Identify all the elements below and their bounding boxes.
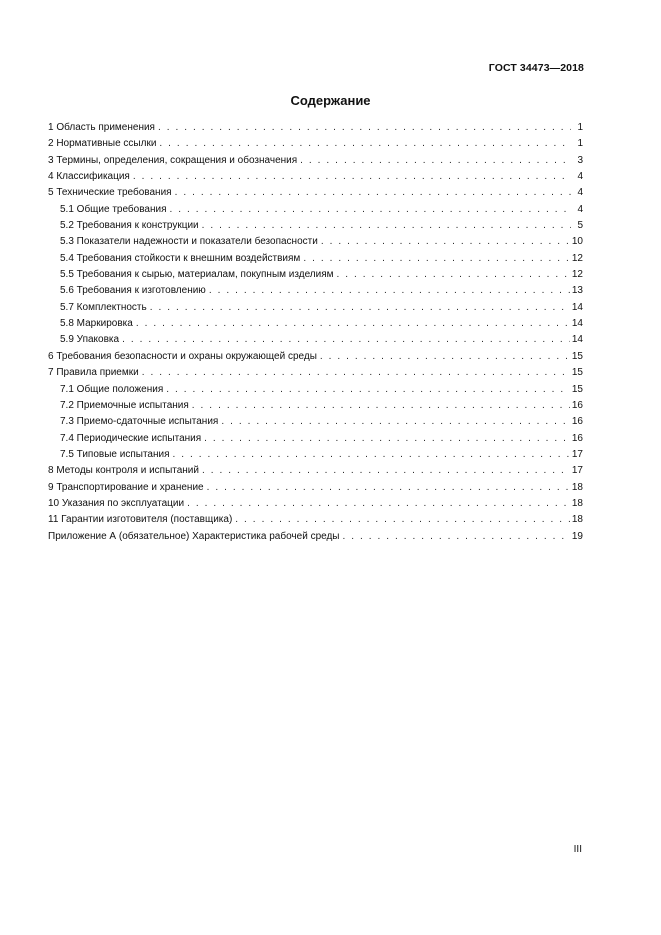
toc-subentry[interactable] bbox=[48, 382, 583, 398]
toc-subentry[interactable] bbox=[48, 234, 583, 250]
toc-entry[interactable] bbox=[48, 120, 583, 136]
dot-leader bbox=[158, 120, 571, 136]
toc-entry-page: 5 bbox=[577, 220, 583, 232]
toc-title: Содержание bbox=[290, 93, 371, 108]
dot-leader bbox=[133, 169, 571, 185]
toc-subentry[interactable] bbox=[48, 300, 583, 316]
toc-entry-page: 1 bbox=[577, 122, 583, 133]
dot-leader bbox=[207, 480, 570, 496]
toc-entry-page: 18 bbox=[571, 497, 583, 509]
toc-entry[interactable] bbox=[48, 480, 583, 496]
dot-leader bbox=[320, 349, 570, 365]
dot-leader bbox=[173, 447, 570, 463]
dot-leader bbox=[170, 202, 571, 218]
document-code: ГОСТ 34473—2018 bbox=[488, 62, 584, 74]
dot-leader bbox=[209, 283, 570, 299]
toc-entry-label: 10 Указания по эксплуатации bbox=[48, 497, 185, 509]
toc-entry[interactable] bbox=[48, 169, 583, 185]
toc-entry-label: 7.1 Общие положения bbox=[60, 383, 164, 395]
dot-leader bbox=[221, 414, 570, 430]
toc-entry-label: 5 Технические требования bbox=[48, 187, 172, 199]
toc-entry[interactable] bbox=[48, 512, 583, 528]
dot-leader bbox=[202, 463, 570, 479]
toc-entry-label: 7.5 Типовые испытания bbox=[60, 448, 170, 460]
dot-leader bbox=[343, 529, 570, 545]
toc-entry-label: 9 Транспортирование и хранение bbox=[48, 481, 204, 493]
toc-entry-label: 2 Нормативные ссылки bbox=[48, 138, 157, 150]
toc-subentry[interactable] bbox=[48, 447, 583, 463]
toc-entry-page: 14 bbox=[571, 301, 583, 313]
toc-subentry[interactable] bbox=[48, 332, 583, 348]
toc-entry-page: 13 bbox=[571, 285, 583, 297]
dot-leader bbox=[303, 251, 570, 267]
dot-leader bbox=[337, 267, 570, 283]
toc-entry-page: 17 bbox=[571, 448, 583, 460]
toc-entry-label: 5.3 Показатели надежности и показатели безопасности bbox=[60, 236, 318, 248]
dot-leader bbox=[159, 136, 571, 152]
dot-leader bbox=[142, 365, 570, 381]
toc-entry-label: 5.9 Упаковка bbox=[60, 334, 120, 346]
toc-entry-page: 3 bbox=[577, 154, 583, 166]
toc-entry-page: 12 bbox=[571, 269, 583, 281]
toc-entry-page: 4 bbox=[577, 187, 583, 199]
toc-entry-label: 5.4 Требования стойкости к внешним воздействиям bbox=[60, 252, 301, 264]
dot-leader bbox=[122, 332, 570, 348]
dot-leader bbox=[136, 316, 570, 332]
table-of-contents bbox=[48, 120, 583, 545]
toc-entry-page: 16 bbox=[571, 416, 583, 428]
toc-entry-page: 17 bbox=[571, 465, 583, 477]
toc-entry-label: 5.8 Маркировка bbox=[60, 318, 133, 330]
toc-entry-page: 18 bbox=[571, 514, 583, 526]
toc-entry[interactable] bbox=[48, 529, 583, 545]
page-number: III bbox=[573, 844, 582, 855]
toc-entry-page: 15 bbox=[571, 350, 583, 362]
toc-entry-page: 4 bbox=[577, 203, 583, 215]
toc-entry-page: 14 bbox=[571, 334, 583, 346]
toc-subentry[interactable] bbox=[48, 283, 583, 299]
toc-entry-label: 6 Требования безопасности и охраны окружающей среды bbox=[48, 350, 317, 362]
toc-entry-label: 5.1 Общие требования bbox=[60, 203, 167, 215]
dot-leader bbox=[202, 218, 571, 234]
toc-entry-page: 16 bbox=[571, 399, 583, 411]
toc-entry-page: 12 bbox=[571, 252, 583, 264]
toc-subentry[interactable] bbox=[48, 202, 583, 218]
toc-entry[interactable] bbox=[48, 365, 583, 381]
toc-entry-label: 7 Правила приемки bbox=[48, 367, 139, 379]
toc-entry-page: 19 bbox=[571, 530, 583, 542]
dot-leader bbox=[204, 431, 570, 447]
dot-leader bbox=[321, 234, 570, 250]
toc-entry-label: 7.3 Приемо-сдаточные испытания bbox=[60, 416, 219, 428]
toc-entry-label: 4 Классификация bbox=[48, 171, 130, 183]
toc-entry-label: 11 Гарантии изготовителя (поставщика) bbox=[48, 514, 233, 526]
toc-entry-label: 5.6 Требования к изготовлению bbox=[60, 285, 206, 297]
toc-entry[interactable] bbox=[48, 185, 583, 201]
dot-leader bbox=[192, 398, 570, 414]
toc-entry[interactable] bbox=[48, 349, 583, 365]
toc-subentry[interactable] bbox=[48, 398, 583, 414]
dot-leader bbox=[166, 382, 570, 398]
toc-subentry[interactable] bbox=[48, 431, 583, 447]
toc-entry-label: 5.5 Требования к сырью, материалам, покупным изделиям bbox=[60, 269, 334, 281]
toc-entry-label: 7.2 Приемочные испытания bbox=[60, 399, 189, 411]
toc-entry-label: 3 Термины, определения, сокращения и обозначения bbox=[48, 154, 298, 166]
toc-entry-label: 7.4 Периодические испытания bbox=[60, 432, 202, 444]
toc-subentry[interactable] bbox=[48, 414, 583, 430]
toc-entry[interactable] bbox=[48, 153, 583, 169]
toc-entry-page: 4 bbox=[577, 171, 583, 183]
toc-subentry[interactable] bbox=[48, 267, 583, 283]
toc-entry-page: 15 bbox=[571, 367, 583, 379]
dot-leader bbox=[300, 153, 571, 169]
toc-entry[interactable] bbox=[48, 496, 583, 512]
dot-leader bbox=[187, 496, 570, 512]
dot-leader bbox=[235, 512, 570, 528]
toc-entry-page: 16 bbox=[571, 432, 583, 444]
toc-entry-label: 5.2 Требования к конструкции bbox=[60, 220, 199, 232]
toc-entry-label: 5.7 Комплектность bbox=[60, 301, 147, 313]
dot-leader bbox=[150, 300, 570, 316]
toc-entry-page: 15 bbox=[571, 383, 583, 395]
toc-entry-page: 14 bbox=[571, 318, 583, 330]
toc-subentry[interactable] bbox=[48, 316, 583, 332]
dot-leader bbox=[175, 185, 571, 201]
toc-entry-page: 18 bbox=[571, 481, 583, 493]
toc-entry-label: Приложение А (обязательное) Характеристика рабочей среды bbox=[48, 530, 340, 542]
toc-entry[interactable] bbox=[48, 463, 583, 479]
toc-subentry[interactable] bbox=[48, 251, 583, 267]
toc-entry-label: 8 Методы контроля и испытаний bbox=[48, 465, 199, 477]
toc-entry[interactable] bbox=[48, 136, 583, 152]
toc-subentry[interactable] bbox=[48, 218, 583, 234]
toc-entry-page: 1 bbox=[577, 138, 583, 150]
toc-entry-label: 1 Область применения bbox=[48, 122, 155, 133]
toc-entry-page: 10 bbox=[571, 236, 583, 248]
